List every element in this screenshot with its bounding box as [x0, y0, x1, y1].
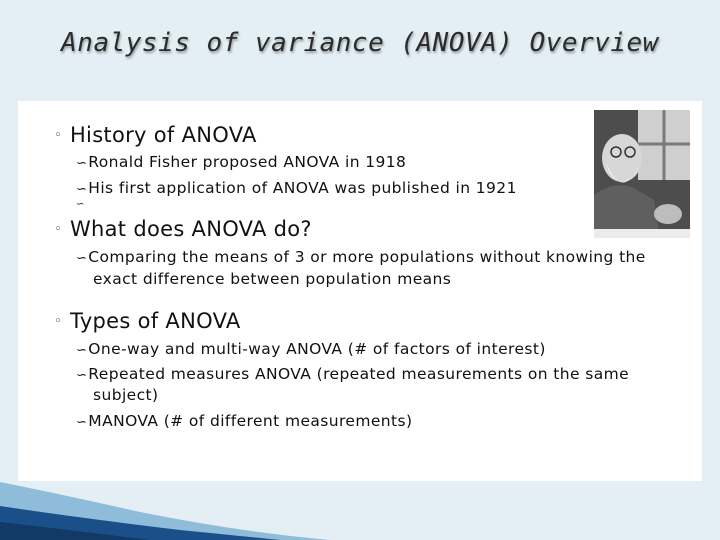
section-heading-what-does: ◦ What does ANOVA do? — [54, 217, 312, 241]
list-item: ∽MANOVA (# of different measurements) — [76, 412, 413, 430]
bullet-icon: ◦ — [54, 128, 62, 143]
ronald-fisher-photo — [594, 110, 690, 238]
sub-bullet-icon: ∽ — [76, 251, 88, 266]
sub-bullet-icon: ∽ — [76, 368, 88, 383]
sub-bullet-icon: ∽ — [76, 415, 88, 430]
list-item: ∽One-way and multi-way ANOVA (# of factors of interest) — [76, 340, 546, 358]
list-item: ∽Comparing the means of 3 or more populations without knowing the — [76, 248, 646, 266]
list-item: ∽His first application of ANOVA was published in 1921 — [76, 179, 517, 197]
sub-bullet-icon: ∽ — [76, 182, 88, 197]
list-item: ∽Ronald Fisher proposed ANOVA in 1918 — [76, 153, 407, 171]
slide-title: Analysis of variance (ANOVA) Overview — [61, 28, 659, 58]
sub-bullet-icon: ∽ — [76, 343, 88, 358]
empty-sub-bullet-icon: ∽ — [76, 199, 85, 210]
decorative-wave — [0, 460, 720, 540]
list-item: ∽Repeated measures ANOVA (repeated measurements on the same — [76, 365, 630, 383]
section-heading-types: ◦ Types of ANOVA — [54, 309, 241, 333]
section-heading-history: ◦ History of ANOVA — [54, 123, 257, 147]
list-item-continuation: subject) — [93, 386, 159, 404]
bullet-icon: ◦ — [54, 222, 62, 237]
list-item-continuation: exact difference between population means — [93, 270, 452, 288]
sub-bullet-icon: ∽ — [76, 156, 88, 171]
bullet-icon: ◦ — [54, 314, 62, 329]
